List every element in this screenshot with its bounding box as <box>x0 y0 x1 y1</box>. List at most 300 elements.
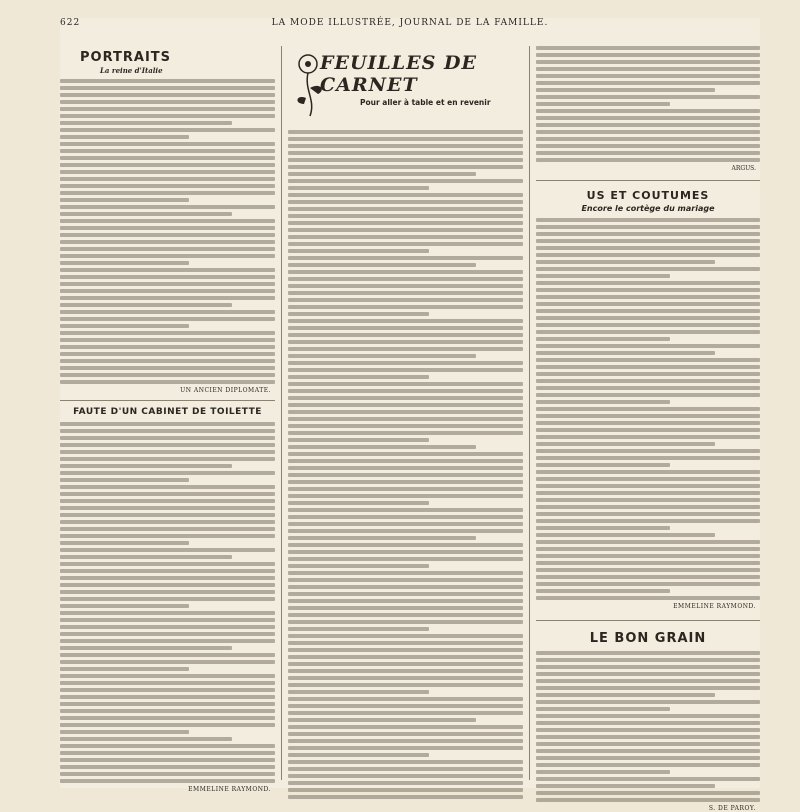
text-line <box>288 487 523 491</box>
text-line <box>60 772 275 776</box>
portraits-title: PORTRAITS <box>80 50 172 65</box>
text-line <box>60 163 275 167</box>
text-line <box>60 485 275 489</box>
text-line <box>536 658 760 662</box>
text-line <box>60 744 275 748</box>
text-line <box>288 669 523 673</box>
text-line <box>536 102 670 106</box>
text-line <box>288 788 523 792</box>
text-line <box>288 396 523 400</box>
text-line <box>536 798 760 802</box>
text-line <box>536 295 760 299</box>
text-line <box>536 456 760 460</box>
text-line <box>536 330 760 334</box>
grain-signature: S. DE PAROY. <box>708 805 756 812</box>
text-line <box>288 200 523 204</box>
text-line <box>288 571 523 575</box>
text-line <box>536 582 760 586</box>
text-line <box>60 380 275 384</box>
text-line <box>536 568 760 572</box>
text-line <box>60 779 275 783</box>
feuilles-continued-body <box>536 46 760 162</box>
text-line <box>60 443 275 447</box>
text-line <box>288 550 523 554</box>
text-line <box>536 372 760 376</box>
text-line <box>288 305 523 309</box>
us-body <box>536 218 760 600</box>
text-line <box>288 172 476 176</box>
text-line <box>288 424 523 428</box>
text-line <box>536 721 760 725</box>
text-line <box>60 79 275 83</box>
text-line <box>536 498 760 502</box>
text-line <box>536 672 760 676</box>
text-line <box>60 296 275 300</box>
text-line <box>288 326 523 330</box>
text-line <box>60 268 275 272</box>
text-line <box>60 142 275 146</box>
column-left <box>60 46 275 793</box>
text-line <box>536 407 760 411</box>
text-line <box>536 246 760 250</box>
text-line <box>60 135 189 139</box>
text-line <box>288 648 523 652</box>
text-line <box>288 375 429 379</box>
text-line <box>288 690 429 694</box>
text-line <box>536 526 670 530</box>
text-line <box>60 548 275 552</box>
text-line <box>60 429 275 433</box>
text-line <box>288 368 523 372</box>
text-line <box>536 137 760 141</box>
text-line <box>60 667 189 671</box>
text-line <box>536 428 760 432</box>
text-line <box>288 774 523 778</box>
text-line <box>288 557 523 561</box>
text-line <box>288 158 523 162</box>
text-line <box>288 494 523 498</box>
feuilles-body <box>288 130 523 799</box>
text-line <box>60 93 275 97</box>
text-line <box>288 578 523 582</box>
text-line <box>536 519 760 523</box>
text-line <box>60 345 275 349</box>
text-line <box>60 576 275 580</box>
text-line <box>536 554 760 558</box>
text-line <box>60 562 275 566</box>
text-line <box>288 389 523 393</box>
text-line <box>536 470 760 474</box>
text-line <box>60 191 275 195</box>
text-line <box>288 515 523 519</box>
text-line <box>288 263 476 267</box>
text-line <box>60 590 275 594</box>
text-line <box>288 655 523 659</box>
text-line <box>60 709 275 713</box>
text-line <box>60 625 275 629</box>
text-line <box>60 282 275 286</box>
text-line <box>288 144 523 148</box>
text-line <box>536 316 760 320</box>
text-line <box>60 100 275 104</box>
text-line <box>60 513 275 517</box>
text-line <box>536 484 760 488</box>
text-line <box>60 422 275 426</box>
text-line <box>288 620 523 624</box>
text-line <box>60 611 275 615</box>
text-line <box>60 751 275 755</box>
text-line <box>288 403 523 407</box>
text-line <box>60 695 275 699</box>
text-line <box>288 501 429 505</box>
text-line <box>60 338 275 342</box>
text-line <box>536 728 760 732</box>
text-line <box>60 737 232 741</box>
text-line <box>288 270 523 274</box>
text-line <box>536 477 760 481</box>
text-line <box>60 730 189 734</box>
text-line <box>536 151 760 155</box>
text-line <box>536 274 670 278</box>
text-line <box>288 193 523 197</box>
column-divider <box>281 46 282 780</box>
text-line <box>288 613 523 617</box>
text-line <box>288 641 523 645</box>
text-line <box>288 760 523 764</box>
text-line <box>60 317 275 321</box>
text-line <box>60 233 275 237</box>
text-line <box>536 547 760 551</box>
grain-title: LE BON GRAIN <box>536 620 760 646</box>
text-line <box>536 358 760 362</box>
text-line <box>60 520 275 524</box>
text-line <box>536 735 760 739</box>
text-line <box>288 725 523 729</box>
text-line <box>536 109 760 113</box>
text-line <box>536 260 715 264</box>
text-line <box>60 156 275 160</box>
text-line <box>536 791 760 795</box>
text-line <box>288 767 523 771</box>
text-line <box>60 247 275 251</box>
text-line <box>288 417 523 421</box>
text-line <box>60 331 275 335</box>
text-line <box>60 688 275 692</box>
argus-signature: ARGUS. <box>731 165 756 172</box>
text-line <box>288 627 429 631</box>
text-line <box>60 212 232 216</box>
text-line <box>288 753 429 757</box>
text-line <box>288 277 523 281</box>
text-line <box>288 585 523 589</box>
text-line <box>60 464 232 468</box>
text-line <box>536 449 760 453</box>
text-line <box>288 249 429 253</box>
portraits-subtitle: La reine d'Italie <box>100 66 163 75</box>
text-line <box>60 198 189 202</box>
text-line <box>60 702 275 706</box>
text-line <box>536 742 760 746</box>
text-line <box>60 373 275 377</box>
text-line <box>536 74 760 78</box>
text-line <box>536 679 760 683</box>
text-line <box>288 137 523 141</box>
text-line <box>536 512 760 516</box>
text-line <box>536 763 760 767</box>
text-line <box>60 660 275 664</box>
text-line <box>60 534 275 538</box>
text-line <box>60 681 275 685</box>
text-line <box>60 646 232 650</box>
text-line <box>536 232 760 236</box>
text-line <box>288 697 523 701</box>
text-line <box>60 674 275 678</box>
text-line <box>288 312 429 316</box>
text-line <box>536 749 760 753</box>
text-line <box>288 732 523 736</box>
column-divider <box>529 46 530 780</box>
text-line <box>536 144 760 148</box>
text-line <box>288 207 523 211</box>
text-line <box>288 529 523 533</box>
text-line <box>288 214 523 218</box>
text-line <box>536 46 760 50</box>
text-line <box>60 240 275 244</box>
text-line <box>536 421 760 425</box>
text-line <box>536 770 670 774</box>
text-line <box>536 686 760 690</box>
text-line <box>536 505 760 509</box>
text-line <box>288 221 523 225</box>
text-line <box>536 540 760 544</box>
text-line <box>288 711 523 715</box>
text-line <box>60 324 189 328</box>
text-line <box>536 665 760 669</box>
text-line <box>60 457 275 461</box>
feuilles-title: FEUILLES DE CARNET <box>320 52 477 96</box>
text-line <box>536 123 760 127</box>
text-line <box>536 67 760 71</box>
text-line <box>536 351 715 355</box>
text-line <box>288 445 476 449</box>
text-line <box>536 379 760 383</box>
text-line <box>288 361 523 365</box>
us-title: US ET COUTUMES <box>536 180 760 202</box>
text-line <box>288 606 523 610</box>
text-line <box>288 634 523 638</box>
text-line <box>60 359 275 363</box>
text-line <box>288 662 523 666</box>
journal-title: LA MODE ILLUSTRÉE, JOURNAL DE LA FAMILLE. <box>271 18 549 28</box>
text-line <box>60 436 275 440</box>
text-line <box>288 459 523 463</box>
text-line <box>288 298 523 302</box>
text-line <box>536 777 760 781</box>
grain-body <box>536 651 760 802</box>
text-line <box>288 319 523 323</box>
text-line <box>536 365 760 369</box>
text-line <box>60 492 275 496</box>
column-right <box>536 46 760 812</box>
text-line <box>288 186 429 190</box>
text-line <box>288 452 523 456</box>
text-line <box>288 466 523 470</box>
text-line <box>288 536 476 540</box>
text-line <box>536 463 670 467</box>
text-line <box>536 344 760 348</box>
text-line <box>288 228 523 232</box>
text-line <box>288 431 523 435</box>
text-line <box>536 281 760 285</box>
text-line <box>536 442 715 446</box>
text-line <box>536 414 760 418</box>
text-line <box>60 366 275 370</box>
text-line <box>536 88 715 92</box>
text-line <box>288 333 523 337</box>
text-line <box>288 242 523 246</box>
text-line <box>288 179 523 183</box>
text-line <box>536 158 760 162</box>
text-line <box>60 121 232 125</box>
text-line <box>536 130 760 134</box>
text-line <box>60 219 275 223</box>
text-line <box>536 60 760 64</box>
text-line <box>60 352 275 356</box>
text-line <box>288 795 523 799</box>
text-line <box>536 267 760 271</box>
text-line <box>60 478 189 482</box>
text-line <box>60 555 232 559</box>
text-line <box>60 527 275 531</box>
text-line <box>288 347 523 351</box>
text-line <box>60 128 275 132</box>
feuilles-subtitle: Pour aller à table et en revenir <box>360 98 491 107</box>
text-line <box>536 561 760 565</box>
text-line <box>60 723 275 727</box>
text-line <box>60 639 275 643</box>
portraits-body <box>60 79 275 384</box>
text-line <box>60 114 275 118</box>
text-line <box>536 651 760 655</box>
cabinet-signature: EMMELINE RAYMOND. <box>188 786 271 793</box>
text-line <box>288 543 523 547</box>
text-line <box>536 784 715 788</box>
text-line <box>60 254 275 258</box>
portraits-signature: UN ANCIEN DIPLOMATE. <box>180 387 271 394</box>
text-line <box>536 302 760 306</box>
text-line <box>536 253 760 257</box>
text-line <box>536 225 760 229</box>
text-line <box>536 491 760 495</box>
text-line <box>288 683 523 687</box>
text-line <box>536 714 760 718</box>
text-line <box>60 632 275 636</box>
text-line <box>60 541 189 545</box>
text-line <box>60 275 275 279</box>
text-line <box>60 310 275 314</box>
text-line <box>60 758 275 762</box>
text-line <box>288 438 429 442</box>
text-line <box>536 596 760 600</box>
text-line <box>60 569 275 573</box>
text-line <box>536 435 760 439</box>
text-line <box>60 471 275 475</box>
text-line <box>288 340 523 344</box>
text-line <box>536 81 760 85</box>
text-line <box>536 533 715 537</box>
text-line <box>60 597 275 601</box>
cabinet-body <box>60 422 275 783</box>
text-line <box>536 218 760 222</box>
text-line <box>60 618 275 622</box>
text-line <box>288 130 523 134</box>
text-line <box>536 53 760 57</box>
text-line <box>60 289 275 293</box>
text-line <box>288 410 523 414</box>
journal-page <box>60 18 760 812</box>
text-line <box>288 564 429 568</box>
cabinet-title: FAUTE D'UN CABINET DE TOILETTE <box>60 400 275 417</box>
text-line <box>536 756 760 760</box>
text-line <box>536 116 760 120</box>
text-line <box>60 716 275 720</box>
text-line <box>60 184 275 188</box>
text-line <box>536 400 670 404</box>
text-line <box>60 506 275 510</box>
text-line <box>288 599 523 603</box>
text-line <box>536 700 760 704</box>
column-middle <box>288 46 523 788</box>
text-line <box>288 522 523 526</box>
text-line <box>536 95 760 99</box>
text-line <box>60 303 232 307</box>
running-header <box>60 18 760 32</box>
text-line <box>536 693 715 697</box>
text-line <box>60 450 275 454</box>
text-line <box>288 473 523 477</box>
text-line <box>288 508 523 512</box>
text-line <box>60 226 275 230</box>
page-number: 622 <box>60 18 81 28</box>
text-line <box>60 107 275 111</box>
text-line <box>288 235 523 239</box>
text-line <box>536 589 670 593</box>
text-line <box>536 323 760 327</box>
text-line <box>288 746 523 750</box>
text-line <box>288 151 523 155</box>
text-line <box>536 707 670 711</box>
text-line <box>60 604 189 608</box>
text-line <box>288 739 523 743</box>
text-line <box>288 781 523 785</box>
text-line <box>60 149 275 153</box>
text-line <box>60 205 275 209</box>
text-line <box>536 309 760 313</box>
text-line <box>60 583 275 587</box>
text-line <box>60 765 275 769</box>
text-line <box>288 291 523 295</box>
text-line <box>60 653 275 657</box>
text-line <box>288 284 523 288</box>
text-line <box>536 393 760 397</box>
text-line <box>288 165 523 169</box>
text-line <box>536 337 670 341</box>
feuilles-header <box>288 46 523 126</box>
text-line <box>288 256 523 260</box>
us-subtitle: Encore le cortège du mariage <box>581 204 715 213</box>
text-line <box>288 480 523 484</box>
text-line <box>536 239 760 243</box>
